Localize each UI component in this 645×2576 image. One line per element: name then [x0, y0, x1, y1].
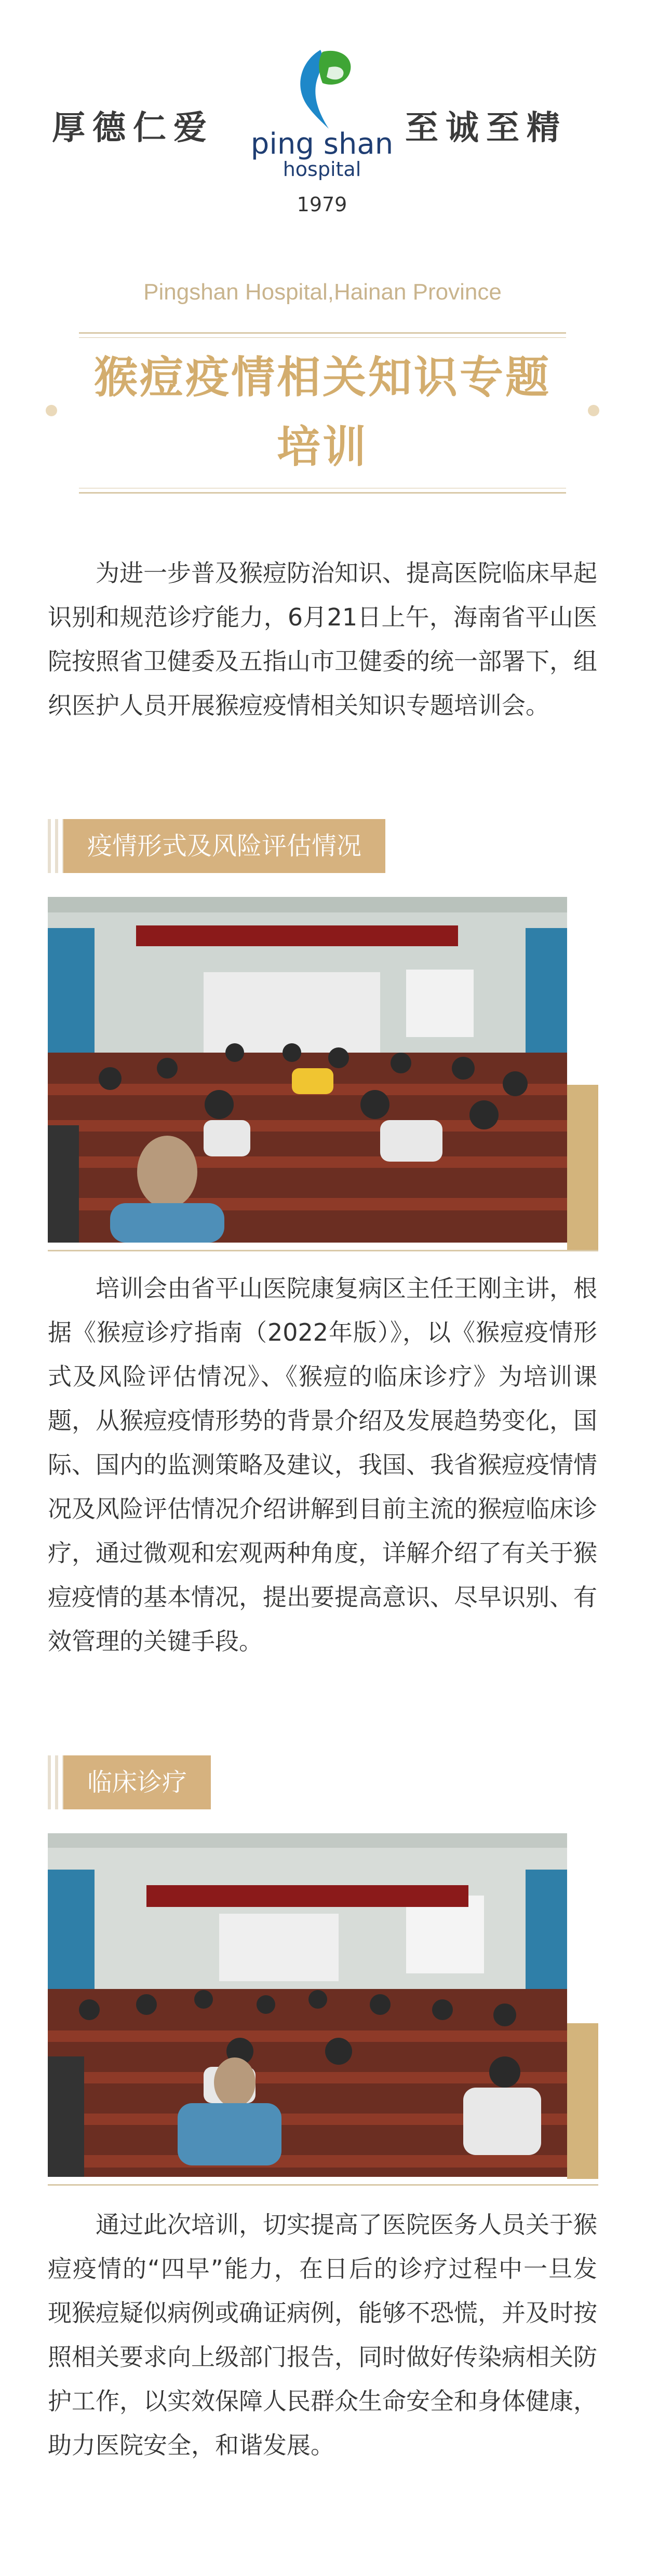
section1-heading: 疫情形式及风险评估情况 — [63, 819, 385, 873]
training-photo-1 — [48, 897, 567, 1243]
title-top-rule — [79, 332, 566, 334]
intro-paragraph: 为进一步普及猴痘防治知识、提高医院临床早起识别和规范诊疗能力，6月21日上午，海南省平山医院按照省卫健委及五指山市卫健委的统一部署下，组织医护人员开展猴痘疫情相关知识专题培训会。 — [48, 559, 597, 719]
page-title-line2: 培训 — [276, 421, 368, 472]
title-bottom-rule — [79, 492, 566, 494]
logo-year: 1979 — [297, 193, 347, 216]
photo1-accent — [567, 1085, 598, 1251]
page-title — [0, 343, 645, 482]
logo-wordmark: ping shan — [250, 127, 394, 161]
subtitle-en: Pingshan Hospital,Hainan Province — [143, 279, 502, 305]
motto-right: 至诚至精 — [405, 109, 567, 147]
section2-paragraph: 通过此次培训，切实提高了医院医务人员关于猴痘疫情的“四早”能力，在日后的诊疗过程中一旦发现猴痘疑似病例或确证病例，能够不恐慌，并及时按照相关要求向上级部门报告，同时做好传染病相关防护工作，以实效保障人民群众生命安全和身体健康，助力医院安全，和谐发展。 — [48, 2211, 597, 2459]
pingshan-logo-icon — [288, 47, 356, 130]
photo2-accent — [567, 2023, 598, 2179]
section2-heading: 临床诊疗 — [63, 1755, 211, 1809]
section1-paragraph: 培训会由省平山医院康复病区主任王刚主讲，根据《猴痘诊疗指南（2022年版）》，以《猴痘疫情形式及风险评估情况》、《猴痘的临床诊疗》为培训课题，从猴痘疫情形势的背景介绍及发展趋势变化，国际、国内的监测策略及建议，我国、我省猴痘疫情情况及风险评估情况介绍讲解到目前主流的猴痘临床诊疗，通过微观和宏观两种角度，详解介绍了有关于猴痘疫情的基本情况，提出要提高意识、尽早识别、有效管理的关键手段。 — [48, 1274, 597, 1655]
title-top-rule-thin — [79, 337, 566, 338]
motto-left: 厚德仁爱 — [52, 109, 214, 147]
photo2-rule — [48, 2184, 598, 2186]
page-title-line1: 猴痘疫情相关知识专题 — [93, 352, 551, 403]
logo-subword: hospital — [283, 158, 361, 181]
photo1-rule — [48, 1250, 598, 1251]
hospital-logo — [244, 47, 400, 216]
training-photo-2 — [48, 1833, 567, 2177]
